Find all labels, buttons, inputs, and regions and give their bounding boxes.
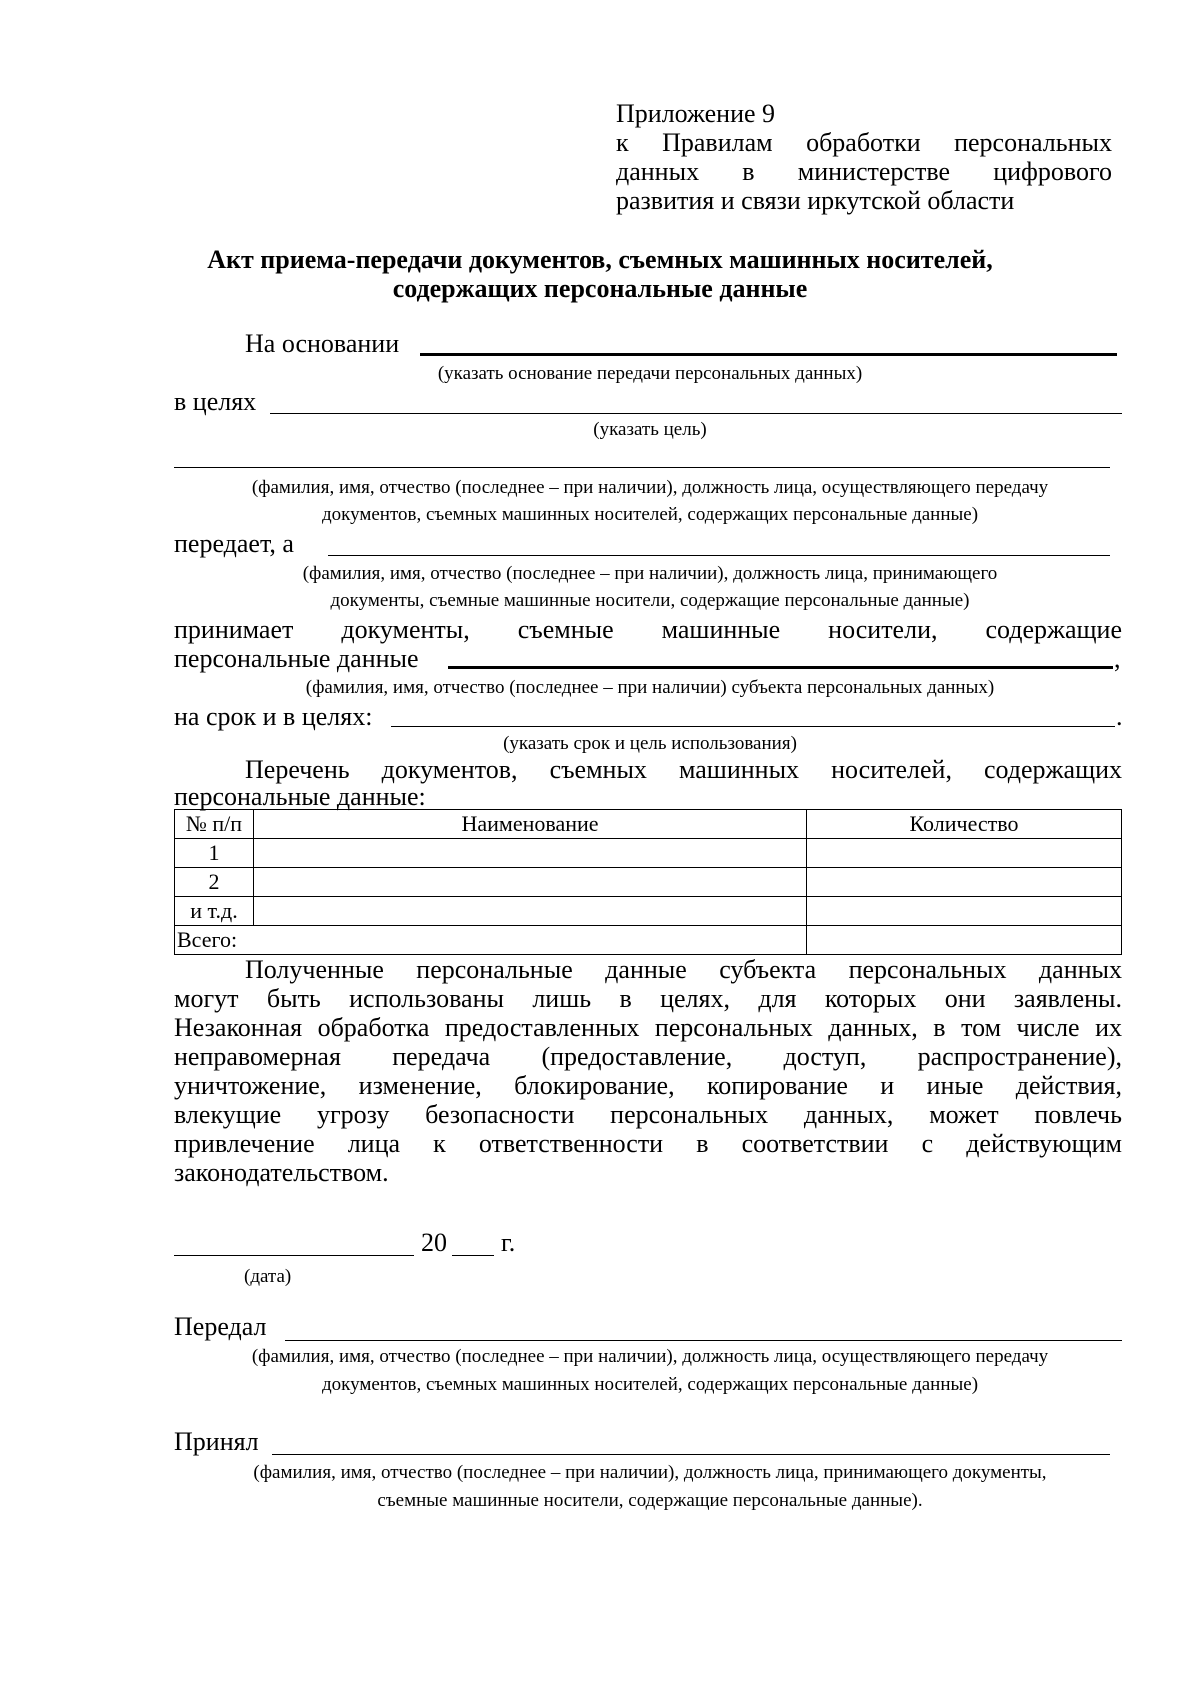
- table-cell-quantity[interactable]: [807, 839, 1122, 868]
- table-row: [175, 868, 1122, 897]
- term-label: на срок и в целях:: [174, 702, 373, 731]
- date-field[interactable]: [174, 1255, 414, 1256]
- table-cell-number: и т.д.: [175, 897, 254, 926]
- table-header-quantity: Количество: [807, 810, 1122, 839]
- table-cell-name[interactable]: [254, 839, 807, 868]
- term-hint: (указать срок и цель использования): [503, 733, 797, 754]
- transfers-label: передает, а: [174, 529, 294, 558]
- table-cell-name[interactable]: [254, 868, 807, 897]
- table-cell-name[interactable]: [254, 897, 807, 926]
- list-intro: Перечень документов, съемных машинных носителей, содержащих: [245, 755, 1122, 784]
- appendix-ref-line: развития и связи иркутской области: [616, 186, 1015, 215]
- warning-line: Незаконная обработка предоставленных персональных данных, в том числе их: [174, 1013, 1122, 1042]
- handed-field[interactable]: [285, 1340, 1122, 1341]
- date-year-prefix: 20: [421, 1228, 447, 1257]
- receiver-hint: документы, съемные машинные носители, содержащие персональные данные): [330, 590, 970, 611]
- term-dot: .: [1116, 702, 1123, 731]
- accepted-field[interactable]: [272, 1454, 1110, 1455]
- date-year-suffix: г.: [501, 1228, 516, 1257]
- basis-field[interactable]: [420, 353, 1117, 356]
- appendix-ref-line: к Правилам обработки персональных: [616, 128, 1112, 157]
- page-title: Акт приема-передачи документов, съемных машинных носителей,: [207, 245, 993, 274]
- handed-label: Передал: [174, 1312, 267, 1341]
- basis-label: На основании: [245, 329, 400, 358]
- documents-table: [174, 809, 1122, 955]
- warning-line: влекущие угрозу безопасности персональных данных, может повлечь: [174, 1100, 1122, 1129]
- table-row: [175, 839, 1122, 868]
- appendix-number: Приложение 9: [616, 99, 776, 128]
- pd-label: персональные данные: [174, 644, 419, 673]
- purpose-hint: (указать цель): [593, 419, 707, 440]
- accepts-line: принимает документы, съемные машинные носители, содержащие: [174, 615, 1122, 644]
- handed-hint: документов, съемных машинных носителей, содержащих персональные данные): [321, 1374, 979, 1395]
- table-cell-quantity[interactable]: [807, 868, 1122, 897]
- list-intro: персональные данные:: [174, 782, 426, 811]
- warning-line: привлечение лица к ответственности в соответствии с действующим: [174, 1129, 1122, 1158]
- term-field[interactable]: [391, 726, 1115, 727]
- sender-hint: документов, съемных машинных носителей, содержащих персональные данные): [321, 504, 979, 525]
- warning-line: неправомерная передача (предоставление, доступ, распространение),: [174, 1042, 1122, 1071]
- accepted-hint: съемные машинные носители, содержащие персональные данные).: [377, 1490, 923, 1511]
- warning-line: Полученные персональные данные субъекта персональных данных: [245, 955, 1122, 984]
- appendix-ref-line: данных в министерстве цифрового: [616, 157, 1112, 186]
- receiver-field[interactable]: [328, 555, 1110, 556]
- warning-line: законодательством.: [174, 1158, 389, 1187]
- purpose-field[interactable]: [270, 413, 1122, 414]
- subject-field[interactable]: [448, 666, 1113, 669]
- table-header-name: Наименование: [254, 810, 807, 839]
- table-cell-quantity[interactable]: [807, 897, 1122, 926]
- page-title: содержащих персональные данные: [392, 274, 808, 303]
- table-cell-number: 2: [175, 868, 254, 897]
- warning-line: могут быть использованы лишь в целях, для которых они заявлены.: [174, 984, 1122, 1013]
- sender-hint: (фамилия, имя, отчество (последнее – при наличии), должность лица, осуществляющего передачу: [251, 477, 1049, 498]
- date-year-field[interactable]: [452, 1255, 494, 1256]
- table-header-row: [175, 810, 1122, 839]
- handed-hint: (фамилия, имя, отчество (последнее – при наличии), должность лица, осуществляющего передачу: [251, 1346, 1049, 1367]
- date-hint: (дата): [244, 1266, 292, 1287]
- table-cell-number: 1: [175, 839, 254, 868]
- basis-hint: (указать основание передачи персональных данных): [437, 363, 863, 384]
- receiver-hint: (фамилия, имя, отчество (последнее – при наличии), должность лица, принимающего: [302, 563, 998, 584]
- subject-hint: (фамилия, имя, отчество (последнее – при наличии) субъекта персональных данных): [305, 677, 995, 698]
- warning-line: уничтожение, изменение, блокирование, копирование и иные действия,: [174, 1071, 1122, 1100]
- sender-field[interactable]: [174, 467, 1110, 468]
- purpose-label: в целях: [174, 387, 257, 416]
- table-header-number: № п/п: [175, 810, 254, 839]
- table-total-label: Всего:: [175, 926, 807, 955]
- table-row: [175, 897, 1122, 926]
- accepted-hint: (фамилия, имя, отчество (последнее – при наличии), должность лица, принимающего документы,: [253, 1462, 1047, 1483]
- pd-comma: ,: [1114, 644, 1121, 673]
- table-total-value[interactable]: [807, 926, 1122, 955]
- table-total-row: [175, 926, 1122, 955]
- accepted-label: Принял: [174, 1427, 259, 1456]
